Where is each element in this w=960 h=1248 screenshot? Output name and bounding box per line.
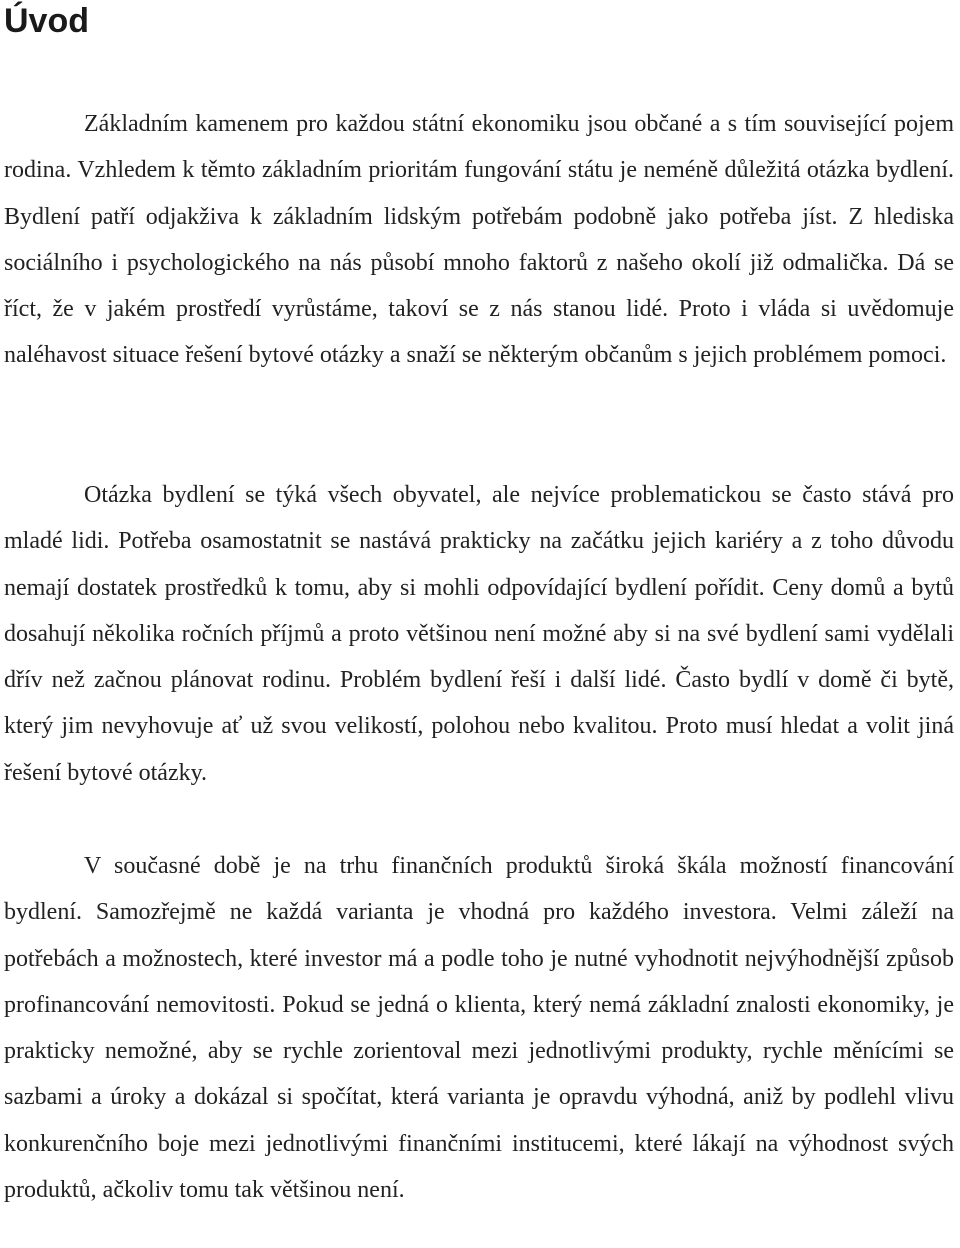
- paragraph: V současné době je na trhu finančních produktů široká škála možností financování bydlení. Samozřejmě ne každá varianta je vhodná pro každého investora. Velmi záleží na potřebách a možnostech, které investor má a podle toho je nutné vyhodnotit nejvýhodnější způsob profinancování nemovitosti. Pokud se jedná o klienta, který nemá základní znalosti ekonomiky, je prakticky nemožné, aby se rychle zorientoval mezi jednotlivými produkty, rychle měnícími se sazbami a úroky a dokázal si spočítat, která varianta je opravdu výhodná, aniž by podlehl vlivu konkurenčního boje mezi jednotlivými finančními institucemi, které lákají na výhodnost svých produktů, ačkoliv tomu tak většinou není.: [4, 853, 954, 1204]
- paragraph: Základním kamenem pro každou státní ekonomiku jsou občané a s tím související pojem rodina. Vzhledem k těmto základním prioritám fungování státu je neméně důležitá otázka bydlení. Bydlení patří odjakživa k základním lidským potřebám podobně jako potřeba jíst. Z hlediska sociálního i psychologického na nás působí mnoho faktorů z našeho okolí již odmalička. Dá se říct, že v jakém prostředí vyrůstáme, takoví se z nás stanou lidé. Proto i vláda si uvědomuje naléhavost situace řešení bytové otázky a snaží se některým občanům s jejich problémem pomoci.: [4, 111, 954, 369]
- page-title: Úvod: [4, 2, 89, 40]
- paragraph: Otázka bydlení se týká všech obyvatel, ale nejvíce problematickou se často stává pro mladé lidi. Potřeba osamostatnit se nastává prakticky na začátku jejich kariéry a z toho důvodu nemají dostatek prostředků k tomu, aby si mohli odpovídající bydlení pořídit. Ceny domů a bytů dosahují několika ročních příjmů a proto většinou není možné aby si na své bydlení sami vydělali dřív než začnou plánovat rodinu. Problém bydlení řeší i další lidé. Často bydlí v domě či bytě, který jim nevyhovuje ať už svou velikostí, polohou nebo kvalitou. Proto musí hledat a volit jiná řešení bytové otázky.: [4, 482, 954, 786]
